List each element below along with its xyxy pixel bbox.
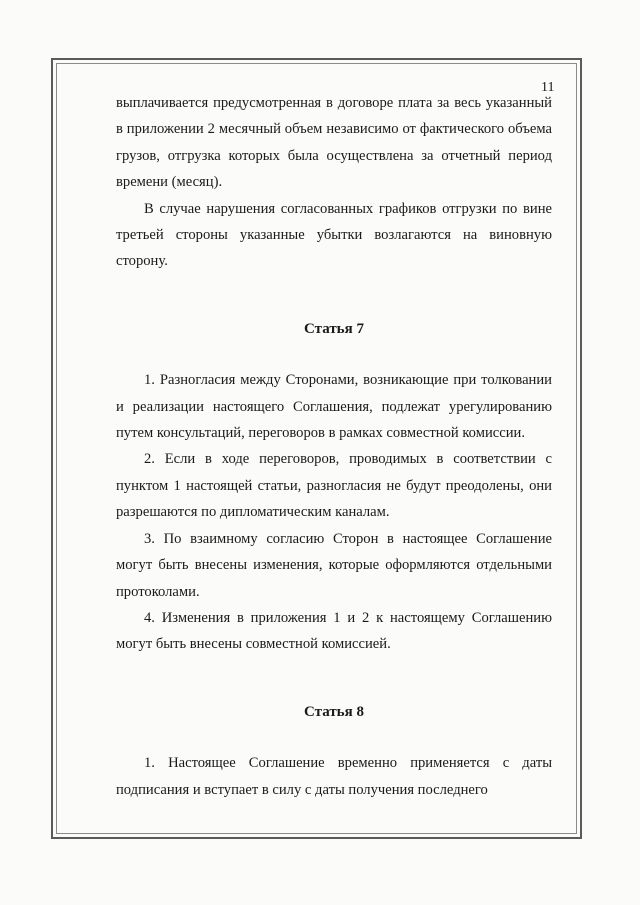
article-8-clause-1: 1. Настоящее Соглашение временно применяется с даты подписания и вступает в силу с даты получения последнего: [116, 755, 552, 798]
article-7-heading: Статья 7: [304, 320, 364, 337]
article-7-clause-2: 2. Если в ходе переговоров, проводимых в соответствии с пунктом 1 настоящей статьи, разногласия не будут преодолены, они разрешаются по дипломатическим каналам.: [116, 451, 552, 521]
page-number: 11: [541, 80, 555, 95]
article-7-clause-1: 1. Разногласия между Сторонами, возникающие при толковании и реализации настоящего Соглашения, подлежат урегулированию путем консультаций, переговоров в рамках совместной комиссии.: [116, 372, 552, 442]
article-8-heading: Статья 8: [304, 703, 364, 720]
article-7-clause-3: 3. По взаимному согласию Сторон в настоящее Соглашение могут быть внесены изменения, которые оформляются отдельными протоколами.: [116, 530, 552, 600]
document-body: [116, 90, 552, 803]
article-7-clause-4: 4. Изменения в приложения 1 и 2 к настоящему Соглашению могут быть внесены совместной комиссией.: [116, 609, 552, 653]
paragraph: В случае нарушения согласованных графиков отгрузки по вине третьей стороны указанные убытки возлагаются на виновную сторону.: [116, 200, 552, 270]
paragraph-continued: выплачивается предусмотренная в договоре плата за весь указанный в приложении 2 месячный объем независимо от фактического объема грузов, отгрузка которых была осуществлена за отчетный период времени (месяц).: [116, 95, 552, 191]
